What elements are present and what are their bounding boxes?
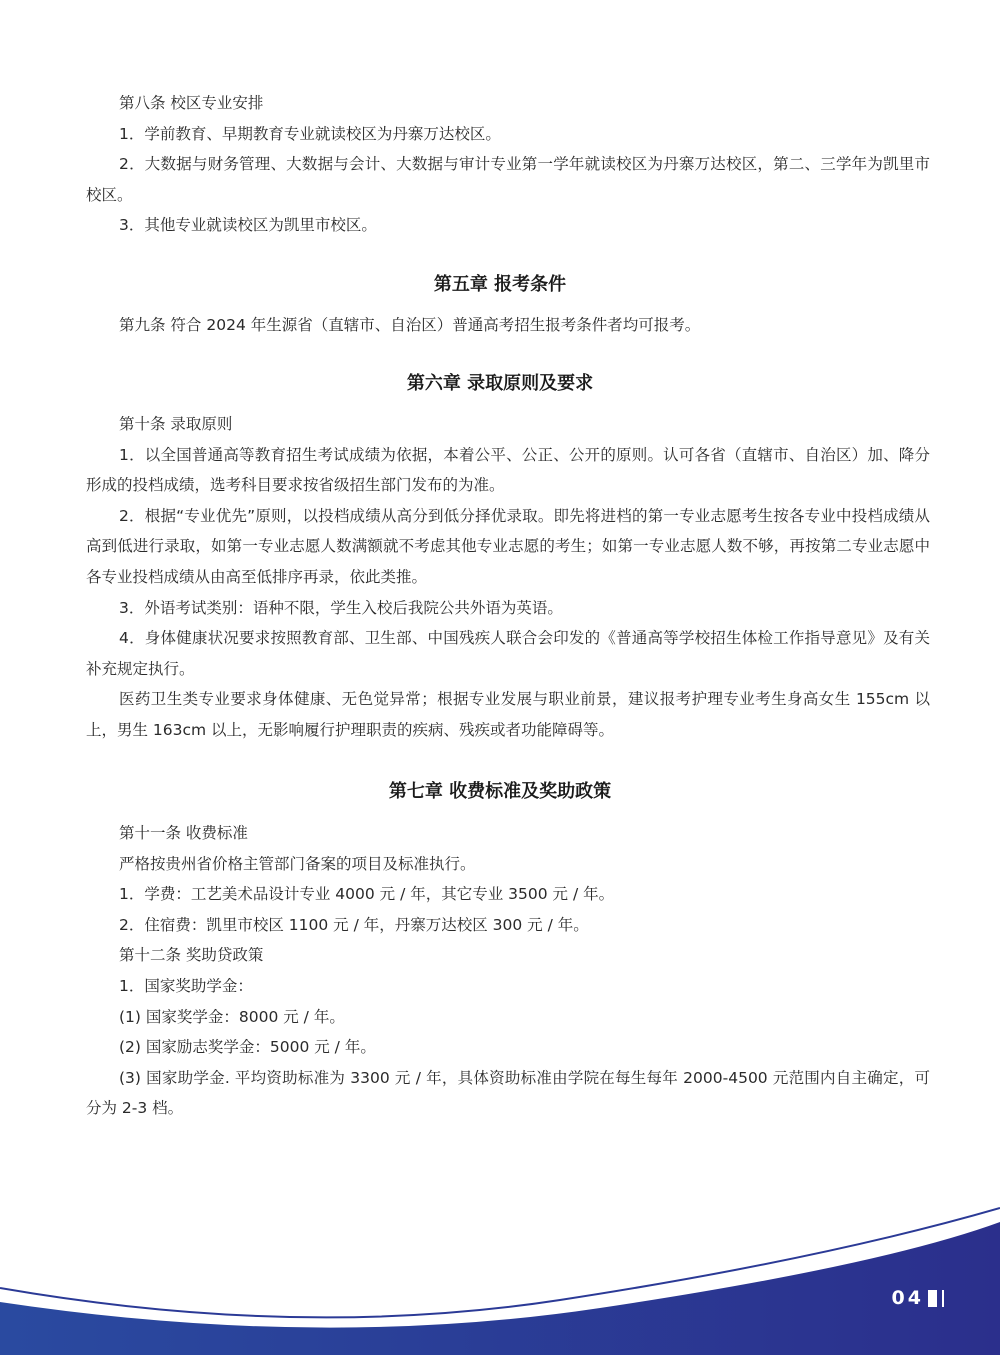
paragraph: 1．学费：工艺美术品设计专业 4000 元 / 年，其它专业 3500 元 / 年。 [119,885,615,904]
chapter-7-heading: 第七章 收费标准及奖助政策 [388,781,612,802]
page-number [892,1287,944,1309]
paragraph: 2．住宿费：凯里市校区 1100 元 / 年，丹寨万达校区 300 元 / 年。 [119,915,589,934]
paragraph: 3．外语考试类别：语种不限，学生入校后我院公共外语为英语。 [119,598,563,617]
article-8 [86,88,930,241]
paragraph: 1．学前教育、早期教育专业就读校区为丹寨万达校区。 [119,124,501,143]
page-number-text: 04 [891,1287,924,1309]
paragraph: 1．国家奖助学金： [119,976,253,995]
paragraph: 4．身体健康状况要求按照教育部、卫生部、中国残疾人联合会印发的《普通高等学校招生体检工作指导意见》及有关补充规定执行。 [86,629,930,678]
paragraph: (3) 国家助学金. 平均资助标准为 3300 元 / 年，具体资助标准由学院在每生每年 2000-4500 元范围内自主确定，可分为 2-3 档。 [86,1068,930,1118]
paragraph: 第十二条 奖助贷政策 [119,946,264,965]
chapter-7 [86,818,930,1124]
paragraph: 2．根据“专业优先”原则，以投档成绩从高分到低分择优录取。即先将进档的第一专业志愿考生按各专业中投档成绩从高到低进行录取，如第一专业志愿人数满额就不考虑其他专业志愿的考生；如第一专业志愿人数不够，再按第二专业志愿中各专业投档成绩从由高至低排序再录，依此类推。 [86,506,930,586]
article-title: 第八条 校区专业安排 [119,94,264,112]
paragraph: (2) 国家励志奖学金：5000 元 / 年。 [119,1038,376,1057]
paragraph: 第十一条 收费标准 [119,824,248,842]
chapter-5 [86,310,930,341]
paragraph: 严格按贵州省价格主管部门备案的项目及标准执行。 [119,854,476,873]
paragraph: 医药卫生类专业要求身体健康、无色觉异常；根据专业发展与职业前景，建议报考护理专业考生身高女生 155cm 以上，男生 163cm 以上，无影响履行护理职责的疾病、残疾或者功能障碍等。 [86,690,930,739]
paragraph: 1．以全国普通高等教育招生考试成绩为依据，本着公平、公正、公开的原则。认可各省（直辖市、自治区）加、降分形成的投档成绩，选考科目要求按省级招生部门发布的为准。 [86,445,930,495]
chapter-5-heading: 第五章 报考条件 [433,274,567,295]
paragraph: 第九条 符合 2024 年生源省（直辖市、自治区）普通高考招生报考条件者均可报考。 [119,316,701,334]
footer-wave [0,1190,1000,1355]
paragraph: 3．其他专业就读校区为凯里市校区。 [119,216,377,235]
article-title: 第十条 录取原则 [119,415,233,433]
chapter-6 [86,409,930,746]
bar-icon [928,1290,937,1307]
paragraph: 2．大数据与财务管理、大数据与会计、大数据与审计专业第一学年就读校区为丹寨万达校区，第二、三学年为凯里市校区。 [86,155,930,204]
line-icon [942,1290,944,1307]
chapter-6-heading: 第六章 录取原则及要求 [406,373,594,394]
paragraph: (1) 国家奖学金：8000 元 / 年。 [119,1007,345,1026]
